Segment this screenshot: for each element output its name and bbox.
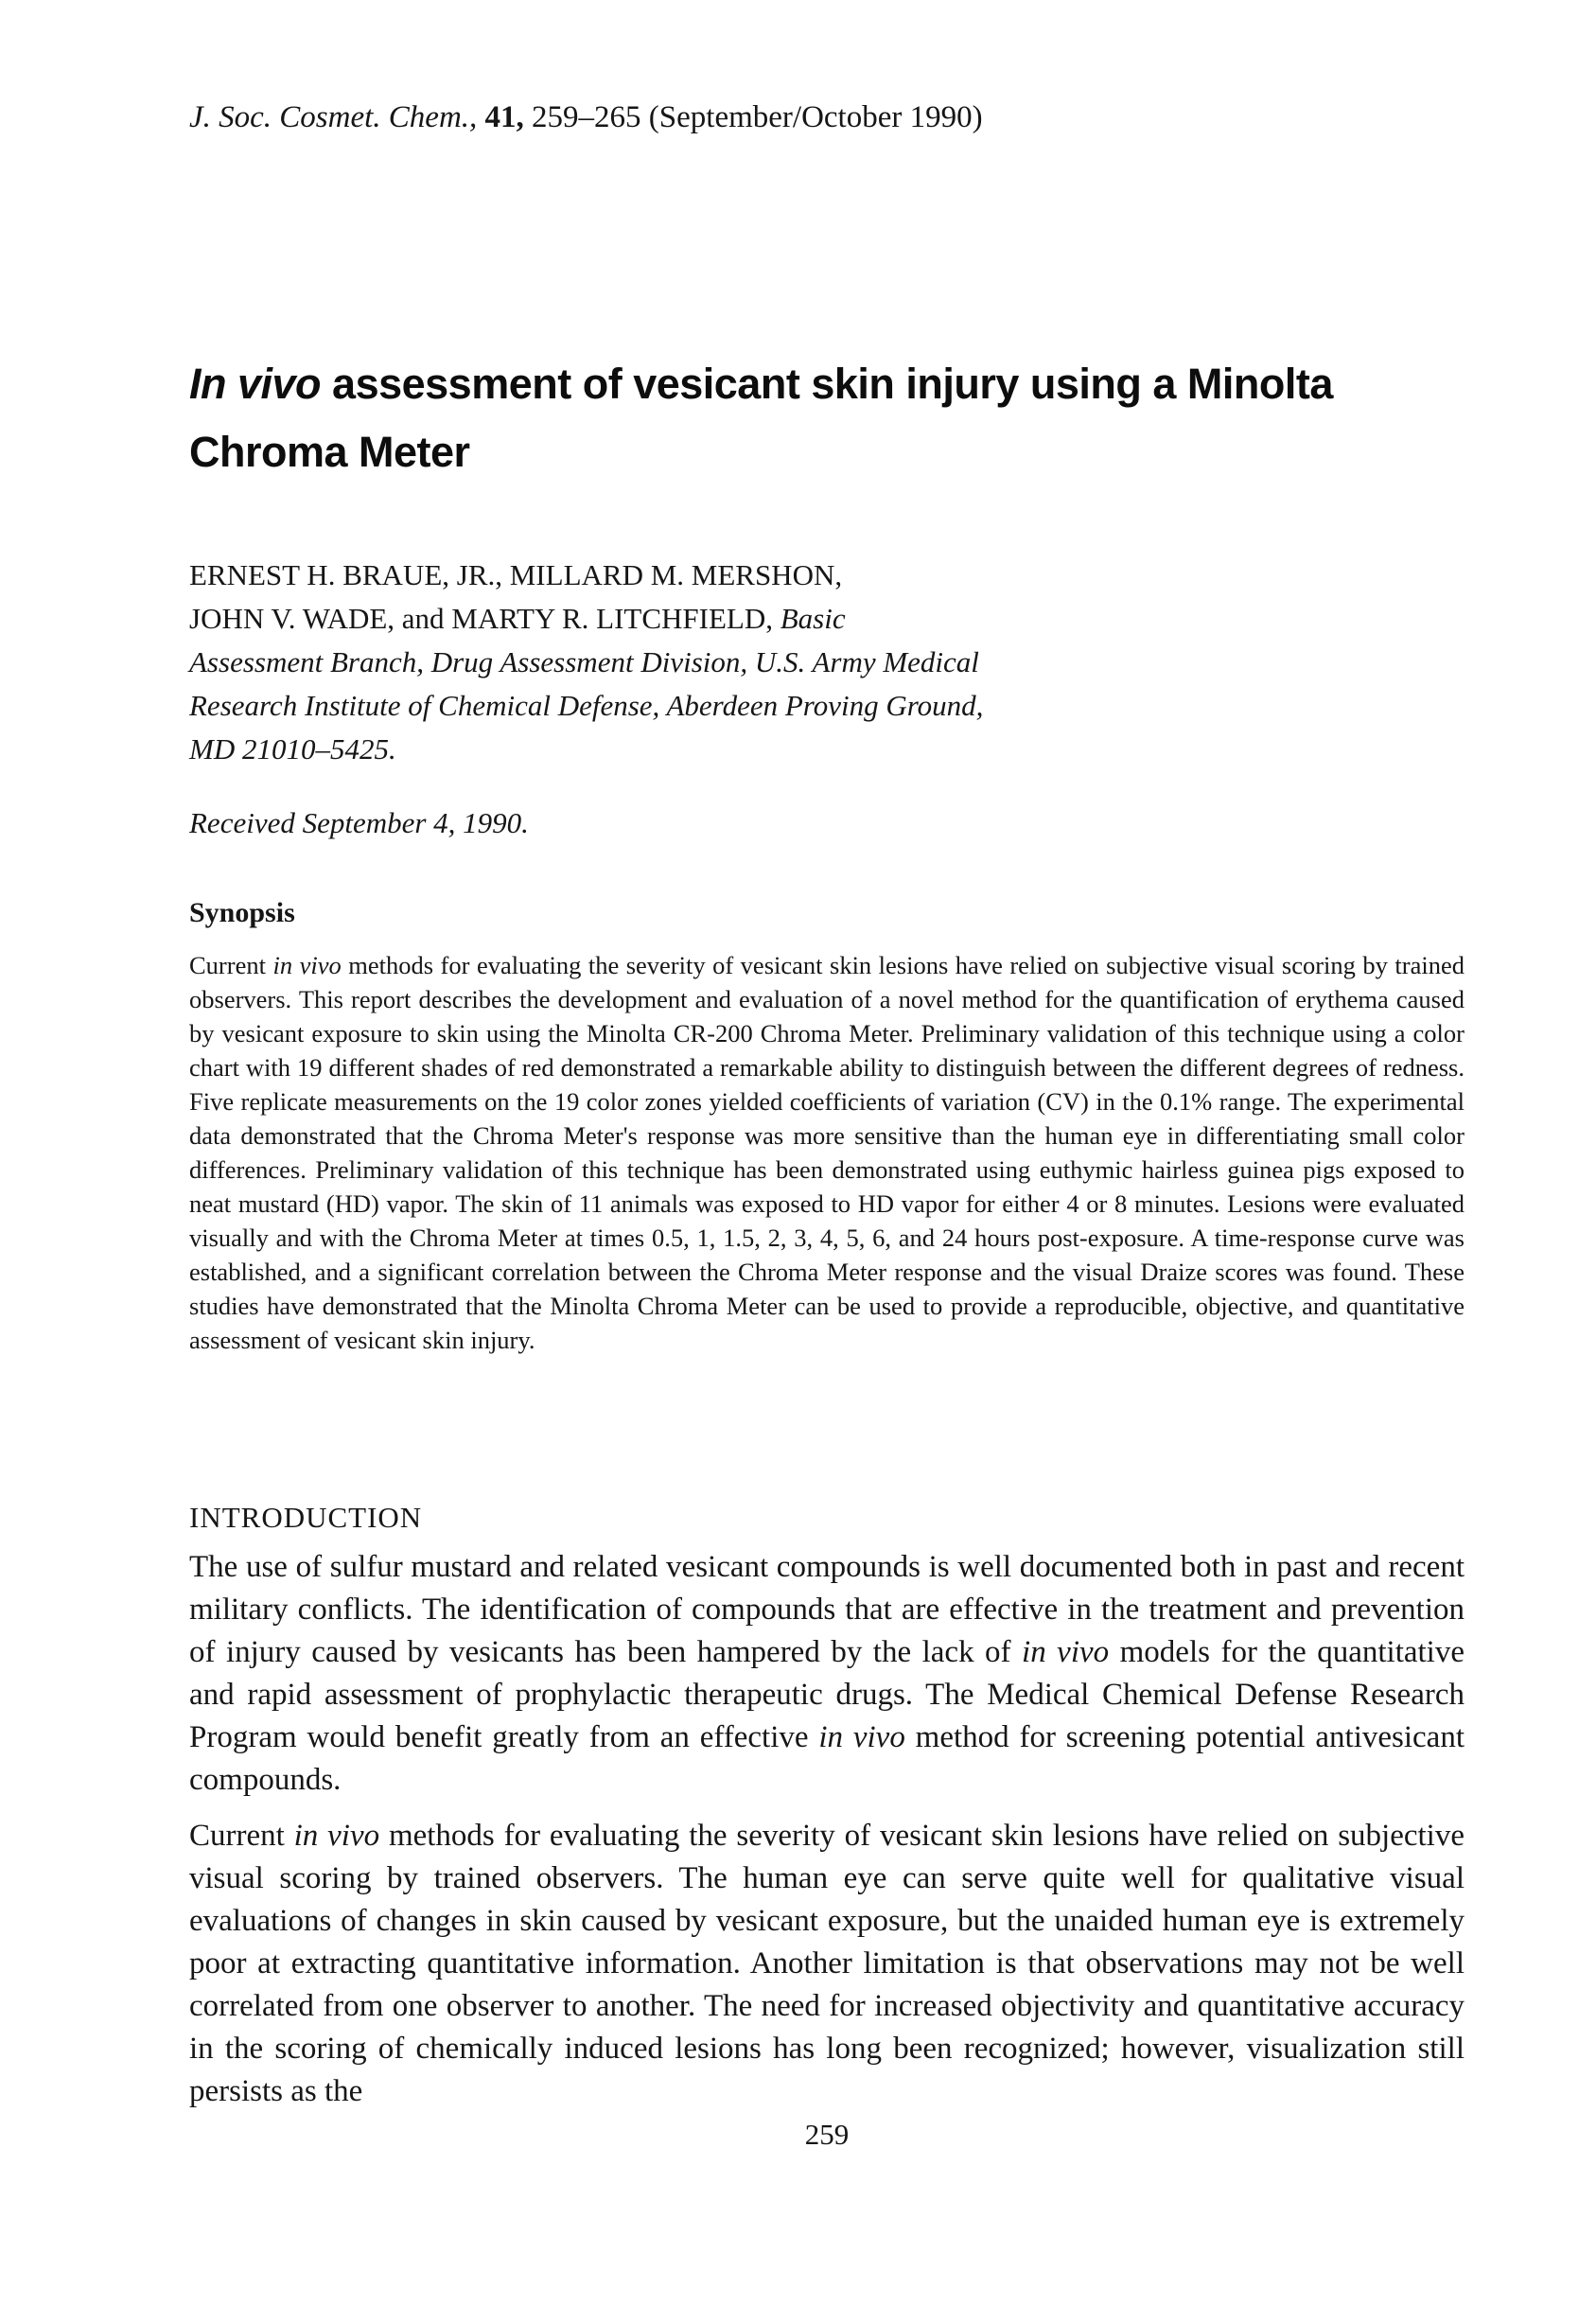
synopsis-segment: Current	[189, 951, 273, 979]
article-title-line1	[189, 360, 1333, 408]
intro-p2-segment: methods for evaluating the severity of vesicant skin lesions have relied on subjective visual scoring by trained observers. The human eye can serve quite well for qualitative visual evaluations of changes in skin caused by vesicant exposure, but the unaided human eye is extremely poor at extracting quantitative information. Another limitation is that observations may not be well correlated from one observer to another. The need for increased objectivity and quantitative accuracy in the scoring of chemically induced lesions has long been recognized; however, visualization still persists as the	[189, 1819, 1464, 2108]
intro-p1-italic: in vivo	[818, 1720, 905, 1754]
affiliation-line-4: Research Institute of Chemical Defense, Aberdeen Proving Ground,	[189, 689, 984, 722]
intro-p1-italic: in vivo	[1022, 1635, 1110, 1669]
article-title-line1-rest: assessment of vesicant skin injury using a Minolta	[321, 360, 1333, 408]
intro-paragraph-2	[189, 1815, 1464, 2113]
authors-affiliation	[189, 554, 1464, 771]
article-title-italic: In vivo	[189, 360, 322, 408]
introduction-heading: INTRODUCTION	[189, 1501, 423, 1534]
introduction-text	[189, 1546, 1464, 2113]
article-title-line2: Chroma Meter	[189, 428, 470, 476]
author-line-1: ERNEST H. BRAUE, JR., MILLARD M. MERSHON,	[189, 558, 843, 591]
intro-p1-segment: models for the quantitative and rapid assessment of prophylactic therapeutic drugs. The Medical Chemical Defense Research Program would benefit greatly from an effective	[189, 1635, 1464, 1754]
intro-p1-segment: The use of sulfur mustard and related vesicant compounds is well documented both in past and recent military conflicts. The identification of compounds that are effective in the treatment and prevention of injury caused by vesicants has been hampered by the lack of	[189, 1550, 1464, 1669]
affiliation-line-3: Assessment Branch, Drug Assessment Division, U.S. Army Medical	[189, 645, 979, 678]
intro-p2-segment: Current	[189, 1819, 294, 1853]
synopsis-text	[189, 948, 1464, 1357]
journal-name: J. Soc. Cosmet. Chem.,	[189, 100, 485, 134]
intro-paragraph-1	[189, 1546, 1464, 1802]
journal-volume: 41,	[484, 100, 533, 134]
intro-p2-italic: in vivo	[293, 1819, 380, 1853]
page-number: 259	[804, 2118, 850, 2151]
article-title	[189, 350, 1464, 486]
journal-citation	[189, 100, 1464, 135]
synopsis-segment: methods for evaluating the severity of vesicant skin lesions have relied on subjective visual scoring by trained observers. This report describes the development and evaluation of a novel method for the quantification of erythema caused by vesicant exposure to skin using the Minolta CR-200 Chroma Meter. Preliminary validation of this technique using a color chart with 19 different shades of red demonstrated a remarkable ability to distinguish between the different degrees of redness. Five replicate measurements on the 19 color zones yielded coefficients of variation (CV) in the 0.1% range. The experimental data demonstrated that the Chroma Meter's response was more sensitive than the human eye in differentiating small color differences. Preliminary validation of this technique has been demonstrated using euthymic hairless guinea pigs exposed to neat mustard (HD) vapor. The skin of 11 animals was exposed to HD vapor for either 4 or 8 minutes. Lesions were evaluated visually and with the Chroma Meter at times 0.5, 1, 1.5, 2, 3, 4, 5, 6, and 24 hours post-exposure. A time-response curve was established, and a significant correlation between the Chroma Meter response and the visual Draize scores was found. These studies have demonstrated that the Minolta Chroma Meter can be used to provide a reproducible, objective, and quantitative assessment of vesicant skin injury.	[189, 951, 1465, 1354]
journal-issue-info: 259–265 (September/October 1990)	[532, 100, 983, 134]
affiliation-start: Basic	[780, 602, 846, 635]
synopsis-heading: Synopsis	[189, 897, 295, 928]
intro-p1-segment: method for screening potential antivesicant compounds.	[189, 1720, 1464, 1797]
author-line-2	[189, 602, 846, 635]
received-date: Received September 4, 1990.	[189, 806, 529, 839]
author-line-2-roman: JOHN V. WADE, and MARTY R. LITCHFIELD,	[189, 602, 780, 635]
synopsis-italic-segment: in vivo	[272, 951, 342, 979]
affiliation-line-5: MD 21010–5425.	[189, 732, 396, 766]
